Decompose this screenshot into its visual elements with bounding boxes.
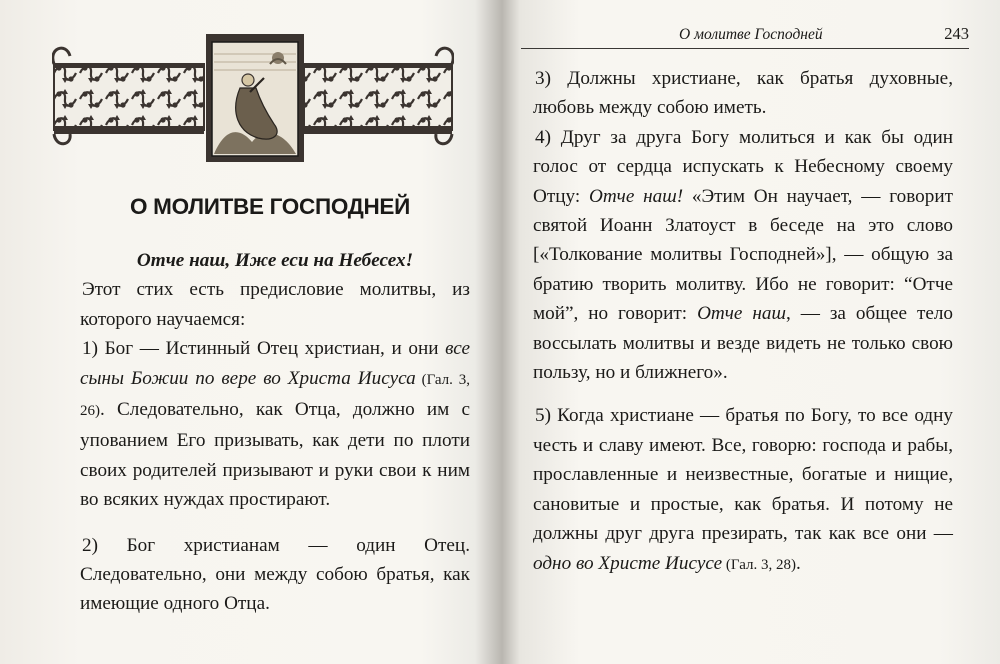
running-title: О молитве Господней — [679, 26, 823, 43]
text-run: 4) Друг за друга Богу молиться и как бы один голос от сердца испускать к Небесному своему Отцу: — [533, 126, 953, 207]
text-run: 5) Когда христиане — братья по Богу, то все одну честь и славу имеют. Все, говорю: господа и рабы, прославленные и неизвестные, богатые и нищие, сановитые и простые, как братья. И потому не должны друг друга презирать, так как все они — — [533, 405, 953, 545]
epigraph: Отче наш, Иже еси на Небесех! — [136, 250, 414, 271]
italic-quote: Отче наш — [697, 303, 786, 325]
scripture-reference: (Гал. 3, 28) — [722, 556, 796, 573]
paragraph-point-4 — [533, 123, 953, 388]
left-page-body — [80, 246, 470, 619]
running-header — [521, 20, 969, 49]
paragraph-intro: Этот стих есть предисловие молитвы, из которого научаемся: — [80, 279, 470, 330]
paragraph-point-5 — [533, 401, 953, 579]
praying-saint-vignette-icon — [206, 34, 304, 162]
text-run: . Следовательно, как Отца, должно им с упованием Его призывать, как дети по плоти своих родителей призывают и руки свои к ним во всяких нуждах простирают. — [80, 399, 470, 511]
text-run: . — [795, 552, 801, 574]
text-run: «Этим Он научает, — говорит святой Иоанн Златоуст в беседе на это слово [«Толкование молитвы Господней»], — общую за братию творить молитву. Ибо не говорит: “Отче мой”, но говорит: — [533, 185, 953, 325]
paragraph-gap — [80, 515, 470, 531]
scripture-reference: (Гал. 3, 26) — [80, 371, 470, 420]
text-run: , — за общее тело воссылать молитвы и везде видеть не только свою пользу, но и ближнего». — [533, 303, 954, 384]
paragraph-gap — [533, 387, 953, 401]
paragraph-point-1 — [80, 334, 470, 514]
chapter-title: О МОЛИТВЕ ГОСПОДНЕЙ — [130, 194, 410, 219]
floral-header-ornament-icon — [52, 34, 454, 164]
page-number: 243 — [944, 24, 969, 43]
text-run: 1) Бог — Истинный Отец христиан, и они — [82, 338, 446, 360]
right-page — [505, 0, 1000, 664]
paragraph-point-2: 2) Бог христианам — один Отец. Следовательно, они между собою братья, как имеющие одного Отца. — [80, 534, 470, 615]
italic-quote: одно во Христе Иисусе — [533, 552, 723, 574]
italic-quote: Отче наш! — [588, 185, 684, 207]
italic-quote: все сыны Божии по вере во Христа Иисуса — [80, 338, 470, 389]
right-page-body — [533, 64, 953, 580]
paragraph-point-3: 3) Должны христиане, как братья духовные, любовь между собою иметь. — [533, 68, 953, 119]
